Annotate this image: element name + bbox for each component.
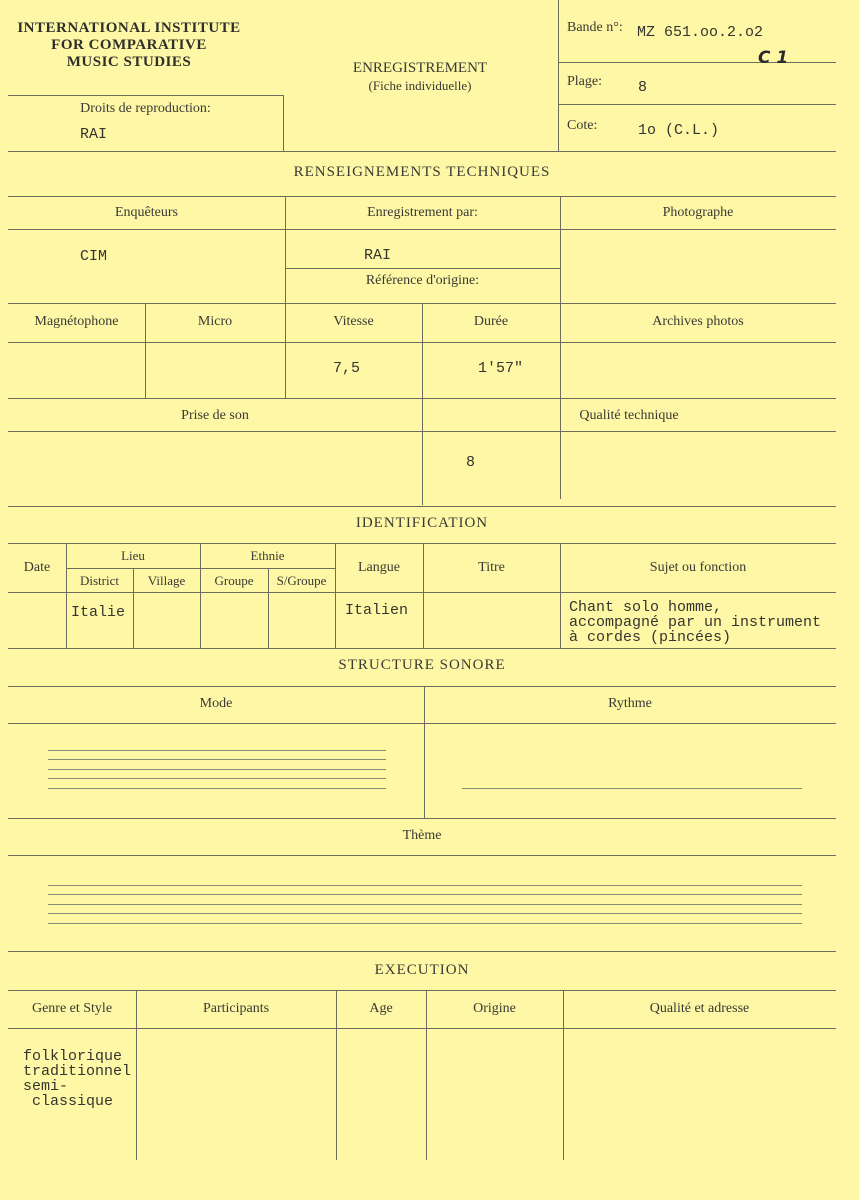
card-rule <box>8 229 836 230</box>
enqueteurs-value: CIM <box>80 248 108 265</box>
ref-origine-label: Référence d'origine: <box>365 273 480 288</box>
card-rule <box>8 196 836 197</box>
form-title: ENREGISTREMENT <box>352 60 488 76</box>
tech-section-title: RENSEIGNEMENTS TECHNIQUES <box>293 164 551 180</box>
bande-handwritten: C 1 <box>758 48 789 68</box>
identification-title: IDENTIFICATION <box>355 515 489 531</box>
institute-line: INTERNATIONAL INSTITUTE <box>17 20 241 36</box>
fill-line <box>48 788 386 789</box>
rights-value: RAI <box>80 126 108 143</box>
card-rule <box>8 506 836 507</box>
micro-label: Micro <box>197 314 233 329</box>
card-rule <box>283 95 284 152</box>
enreg-par-label: Enregistrement par: <box>367 205 478 220</box>
card-rule <box>8 151 836 152</box>
enqueteurs-label: Enquêteurs <box>115 205 178 220</box>
langue-label: Langue <box>358 560 400 575</box>
card-rule <box>335 543 336 648</box>
district-value: Italie <box>71 604 126 621</box>
card-rule <box>8 95 283 96</box>
form-subtitle: (Fiche individuelle) <box>368 78 472 93</box>
card-rule <box>8 686 836 687</box>
card-rule <box>560 196 561 499</box>
mode-label: Mode <box>199 696 233 711</box>
structure-title: STRUCTURE SONORE <box>338 657 506 673</box>
plage-label: Plage: <box>567 74 602 89</box>
card-rule <box>66 568 335 569</box>
district-label: District <box>80 573 119 588</box>
institute-line: MUSIC STUDIES <box>66 54 192 70</box>
fill-line <box>462 788 802 789</box>
sujet-label: Sujet ou fonction <box>649 560 747 575</box>
origine-label: Origine <box>473 1001 516 1016</box>
rythme-label: Rythme <box>608 696 652 711</box>
prise-de-son-label: Prise de son <box>181 408 249 423</box>
qualite-technique-value: 8 <box>466 454 476 471</box>
card-rule <box>558 62 836 63</box>
card-rule <box>285 268 560 269</box>
card-rule <box>8 431 836 432</box>
age-label: Age <box>369 1001 393 1016</box>
card-rule <box>558 0 559 152</box>
vitesse-label: Vitesse <box>333 314 374 329</box>
sujet-line: à cordes (pincées) <box>569 629 732 646</box>
institute-line: FOR COMPARATIVE <box>51 37 207 53</box>
sujet-line: accompagné par un instrument <box>569 614 822 631</box>
cote-value: 1o (C.L.) <box>638 122 720 139</box>
titre-label: Titre <box>478 560 505 575</box>
genre-line: folklorique <box>23 1048 123 1065</box>
card-rule <box>8 398 836 399</box>
genre-label: Genre et Style <box>31 1001 113 1016</box>
fill-line <box>48 769 386 770</box>
duree-label: Durée <box>473 314 509 329</box>
fill-line <box>48 759 386 760</box>
card-rule <box>8 543 836 544</box>
card-rule <box>8 855 836 856</box>
genre-value <box>23 1049 131 1109</box>
photographe-label: Photographe <box>662 205 734 220</box>
groupe-label: Groupe <box>214 573 254 588</box>
sujet-value <box>569 600 821 645</box>
fill-line <box>48 923 802 924</box>
card-rule <box>422 303 423 505</box>
card-rule <box>8 592 836 593</box>
card-rule <box>560 543 561 648</box>
duree-value: 1'57" <box>478 360 524 377</box>
fill-line <box>48 894 802 895</box>
ethnie-label: Ethnie <box>250 548 285 563</box>
cote-label: Cote: <box>567 118 598 133</box>
qualite-technique-label: Qualité technique <box>579 408 679 423</box>
fill-line <box>48 904 802 905</box>
fill-line <box>48 913 802 914</box>
village-label: Village <box>147 573 186 588</box>
card-rule <box>8 648 836 649</box>
plage-value: 8 <box>638 79 648 96</box>
bande-label: Bande n°: <box>567 20 623 35</box>
qualite-adresse-label: Qualité et adresse <box>649 1001 750 1016</box>
card-rule <box>8 818 836 819</box>
rights-label: Droits de reproduction: <box>80 101 211 116</box>
card-rule <box>8 1028 836 1029</box>
archives-label: Archives photos <box>652 314 744 329</box>
lieu-label: Lieu <box>121 548 145 563</box>
fill-line <box>48 778 386 779</box>
participants-label: Participants <box>202 1001 270 1016</box>
bande-value: MZ 651.oo.2.o2 <box>637 24 764 41</box>
card-rule <box>558 104 836 105</box>
sgroupe-label: S/Groupe <box>276 573 327 588</box>
langue-value: Italien <box>345 602 409 619</box>
vitesse-value: 7,5 <box>333 360 361 377</box>
theme-label: Thème <box>402 828 442 843</box>
card-rule <box>8 342 836 343</box>
institute-name <box>0 20 258 71</box>
genre-line: classique <box>32 1093 114 1110</box>
sujet-line: Chant solo homme, <box>569 599 723 616</box>
date-label: Date <box>23 560 51 575</box>
magnetophone-label: Magnétophone <box>34 314 119 329</box>
card-rule <box>8 723 836 724</box>
fill-line <box>48 885 802 886</box>
enreg-par-value: RAI <box>364 247 392 264</box>
genre-line: traditionnel <box>23 1063 132 1080</box>
card-rule <box>423 543 424 648</box>
fill-line <box>48 750 386 751</box>
card-rule <box>8 951 836 952</box>
execution-title: EXECUTION <box>374 962 470 978</box>
card-rule <box>8 990 836 991</box>
genre-line: semi- <box>23 1078 69 1095</box>
